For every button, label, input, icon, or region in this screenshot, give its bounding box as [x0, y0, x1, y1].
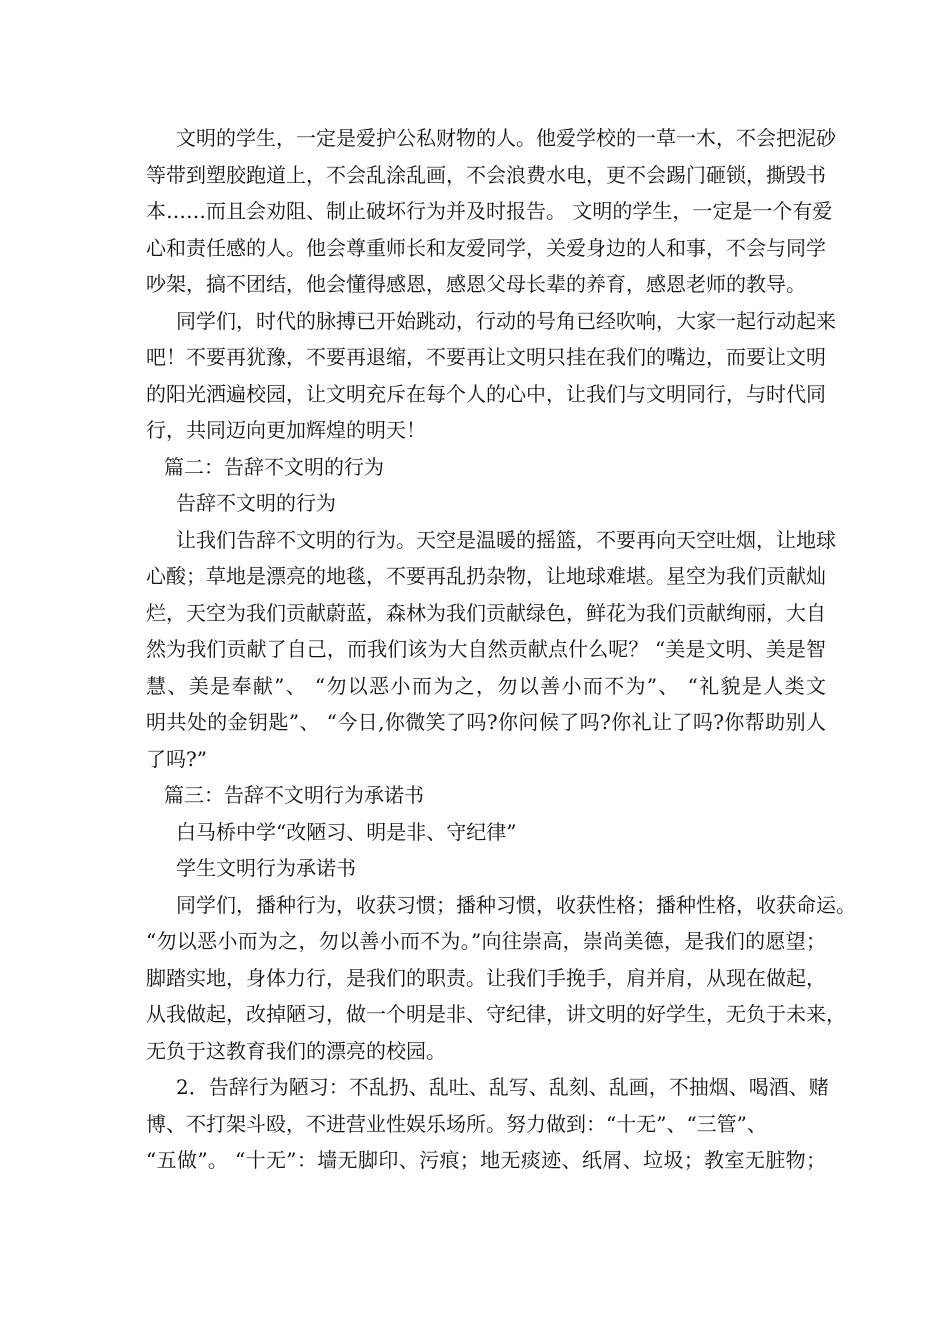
paragraph-line: 心和责任感的人。他会尊重师长和友爱同学，关爱身边的人和事，不会与同学	[146, 235, 826, 260]
section-heading: 篇二：告辞不文明的行为	[164, 454, 384, 479]
paragraph-line: 脚踏实地，身体力行，是我们的职责。让我们手挽手，肩并肩，从现在做起，	[146, 965, 826, 990]
article-title: 告辞不文明的行为	[176, 491, 336, 515]
article-title: 白马桥中学“改陋习、明是非、守纪律”	[176, 819, 517, 844]
document-body	[146, 120, 856, 1179]
paragraph-line: 博、不打架斗殴，不进营业性娱乐场所。努力做到：“十无”、“三管”、	[146, 1111, 767, 1136]
paragraph-line: 然为我们贡献了自己，而我们该为大自然贡献点什么呢？ “美是文明、美是智	[146, 637, 826, 661]
paragraph-line: 慧、美是奉献”、 “勿以恶小而为之，勿以善小而不为”、 “礼貌是人类文	[146, 673, 826, 698]
paragraph-line: 让我们告辞不文明的行为。天空是温暖的摇篮，不要再向天空吐烟，让地球	[176, 527, 836, 552]
paragraph-line: 无负于这教育我们的漂亮的校园。	[146, 1038, 446, 1063]
article-subtitle: 学生文明行为承诺书	[176, 856, 356, 880]
paragraph-line: 等带到塑胶跑道上，不会乱涂乱画，不会浪费水电，更不会踢门砸锁，撕毁书	[146, 162, 826, 187]
paragraph-line: 行，共同迈向更加辉煌的明天！	[146, 418, 426, 442]
paragraph-line: “勿以恶小而为之，勿以善小而不为。”向往崇高，崇尚美德，是我们的愿望；	[146, 929, 826, 953]
paragraph-line: 的阳光洒遍校园，让文明充斥在每个人的心中，让我们与文明同行，与时代同	[146, 381, 826, 406]
paragraph-line: 本……而且会劝阻、制止破坏行为并及时报告。 文明的学生，一定是一个有爱	[146, 199, 833, 223]
paragraph-line: 2．告辞行为陋习：不乱扔、乱吐、乱写、乱刻、乱画，不抽烟、喝酒、赌	[176, 1075, 829, 1099]
paragraph-line: 文明的学生，一定是爱护公私财物的人。他爱学校的一草一木，不会把泥砂	[176, 126, 836, 150]
paragraph-line: 吵架，搞不团结，他会懂得感恩，感恩父母长辈的养育，感恩老师的教导。	[146, 272, 806, 296]
paragraph-line: 烂，天空为我们贡献蔚蓝，森林为我们贡献绿色，鲜花为我们贡献绚丽，大自	[146, 600, 826, 625]
paragraph-line: 心酸；草地是漂亮的地毯，不要再乱扔杂物，让地球难堪。星空为我们贡献灿	[146, 564, 826, 588]
section-heading: 篇三：告辞不文明行为承诺书	[164, 783, 424, 807]
paragraph-line: 明共处的金钥匙”、 “今日,你微笑了吗?你问候了吗?你礼让了吗?你帮助别人	[146, 710, 826, 734]
paragraph-line: 从我做起，改掉陋习，做一个明是非、守纪律，讲文明的好学生，无负于未来，	[146, 1002, 846, 1026]
paragraph-line: 吧！不要再犹豫，不要再退缩，不要再让文明只挂在我们的嘴边，而要让文明	[146, 345, 826, 369]
paragraph-line: “五做”。 “十无”：墙无脚印、污痕；地无痰迹、纸屑、垃圾；教室无脏物；	[146, 1148, 826, 1172]
paragraph-line: 了吗?”	[146, 746, 207, 771]
paragraph-line: 同学们，播种行为，收获习惯；播种习惯，收获性格；播种性格，收获命运。	[176, 892, 856, 917]
paragraph-line: 同学们，时代的脉搏已开始跳动，行动的号角已经吹响，大家一起行动起来	[176, 308, 836, 333]
